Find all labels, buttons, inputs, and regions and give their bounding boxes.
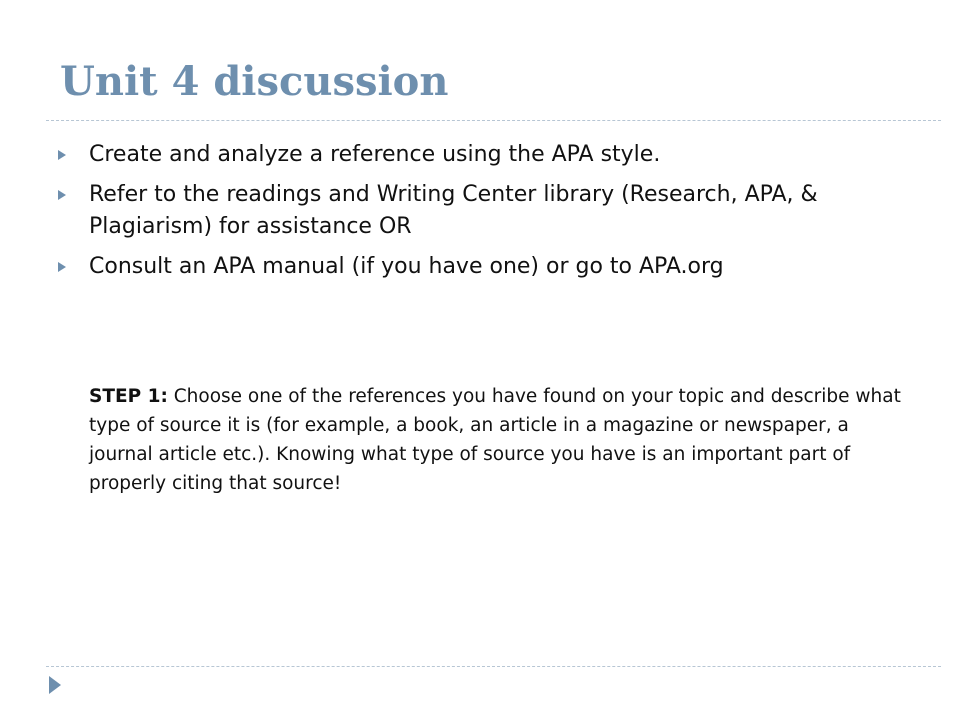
triangle-right-icon — [58, 262, 66, 272]
step-label: STEP 1: — [89, 386, 168, 407]
triangle-right-icon — [58, 190, 66, 200]
bullet-item — [58, 139, 918, 171]
title-divider — [46, 120, 941, 121]
bullet-item — [58, 179, 918, 243]
footer-divider — [46, 666, 941, 667]
step-instructions — [89, 382, 901, 498]
triangle-right-icon — [49, 676, 61, 694]
bullet-text: Create and analyze a reference using the APA style. — [89, 142, 661, 167]
triangle-right-icon — [58, 150, 66, 160]
bullet-text: Refer to the readings and Writing Center library (Research, APA, & Plagiarism) for assistance OR — [89, 182, 818, 239]
bullet-text: Consult an APA manual (if you have one) or go to APA.org — [89, 254, 724, 279]
bullet-item — [58, 251, 918, 283]
bullet-list — [58, 139, 918, 291]
slide-title: Unit 4 discussion — [60, 58, 449, 105]
step-text: Choose one of the references you have found on your topic and describe what type of source it is (for example, a book, an article in a magazine or newspaper, a journal article etc.). Knowing what type of source you have is an important part of properly citing that source! — [89, 386, 901, 494]
